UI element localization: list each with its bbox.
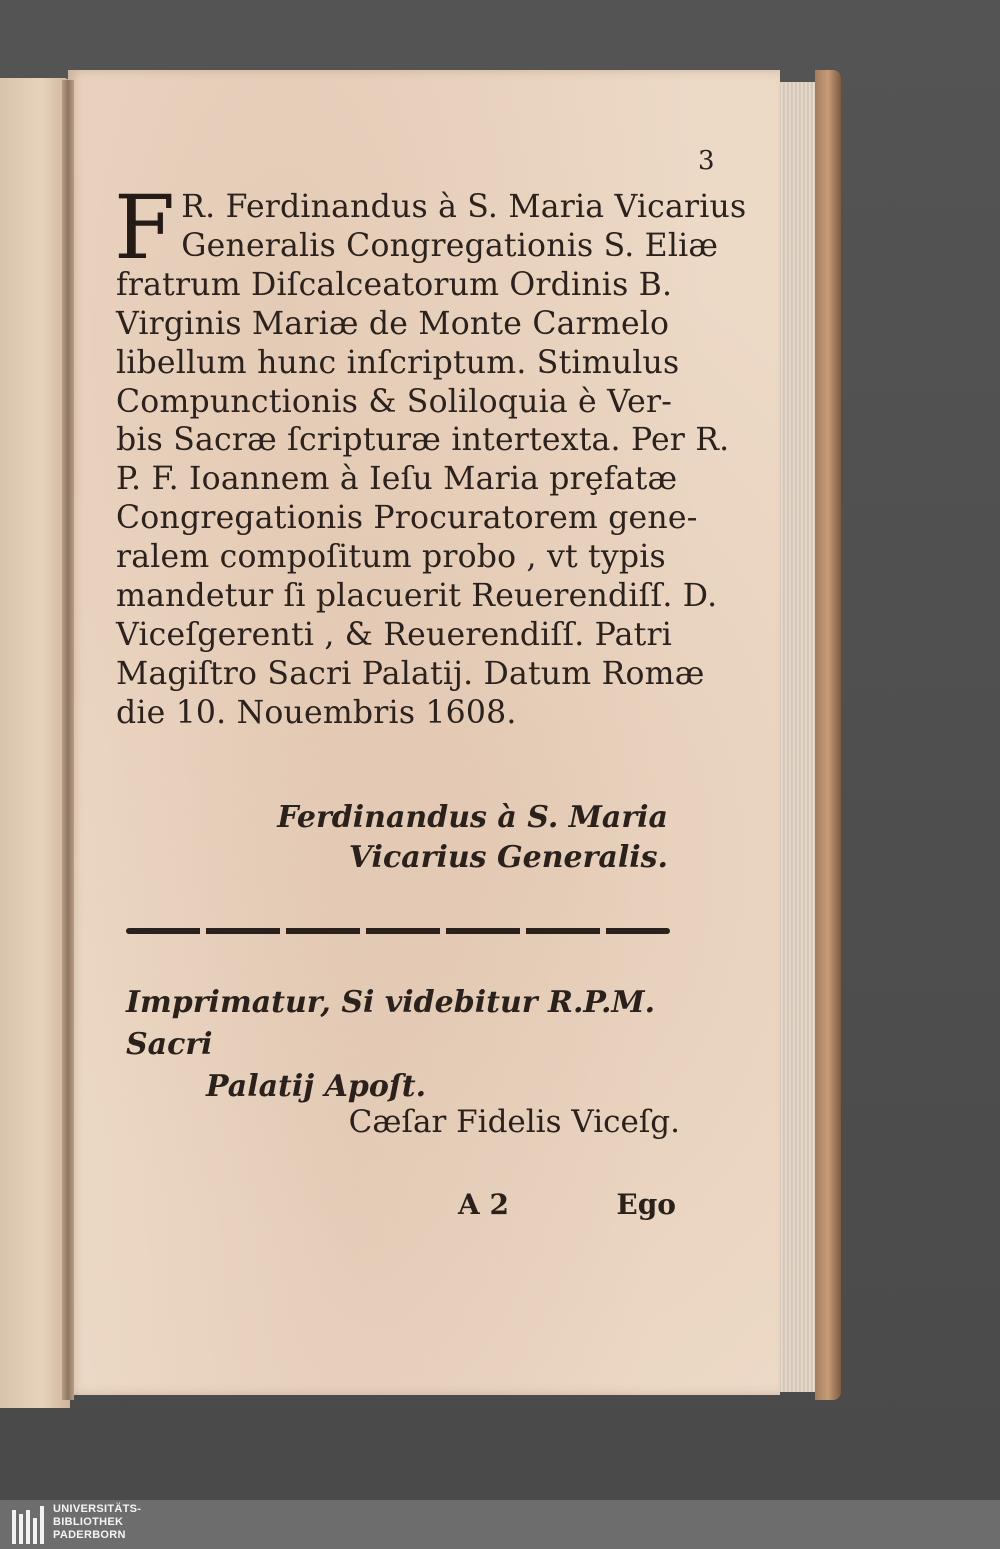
text-line: Congregationis Procuratorem gene- — [116, 500, 698, 537]
text-line: Virginis Mariæ de Monte Carmelo — [116, 305, 670, 342]
library-footer-bar — [0, 1500, 1000, 1549]
text-line: P. F. Ioannem à Ieſu Maria prȩfatæ — [116, 461, 678, 498]
approbation-text — [114, 176, 747, 733]
text-line: ralem compoſitum probo , vt typis — [116, 539, 666, 576]
library-name-line: BIBLIOTHEK — [53, 1516, 124, 1528]
text-line: mandetur ſi placuerit Reuerendiſſ. D. — [116, 578, 718, 615]
catchword: Ego — [616, 1188, 676, 1221]
text-line: bis Sacræ ſcripturæ intertexta. Per R. — [116, 422, 730, 459]
text-line: Compunctionis & Soliloquia è Ver- — [116, 383, 673, 420]
text-line: Magiſtro Sacri Palatij. Datum Romæ — [116, 655, 705, 692]
signature-name: Ferdinandus à S. Maria — [277, 800, 668, 835]
ornamental-rule — [126, 928, 670, 934]
page-number: 3 — [698, 146, 715, 176]
book-page — [68, 70, 780, 1395]
text-line: fratrum Diſcalceatorum Ordinis B. — [116, 266, 673, 303]
text-line: Generalis Congregationis S. Eliæ — [181, 227, 719, 264]
library-name-line: PADERBORN — [53, 1529, 126, 1541]
text-line: R. Ferdinandus à S. Maria Vicarius — [181, 189, 747, 225]
text-line: die 10. Nouembris 1608. — [116, 694, 517, 731]
imprimatur-line: Palatij Apoſt. — [206, 1069, 427, 1104]
library-logo-icon — [12, 1506, 46, 1544]
text-line: Viceſgerenti , & Reuerendiſſ. Patri — [116, 616, 673, 653]
imprimatur-block — [126, 982, 686, 1108]
vicegerent-signature: Cæſar Fidelis Viceſg. — [348, 1104, 680, 1140]
text-line: libellum hunc inſcriptum. Stimulus — [116, 344, 680, 381]
signature-mark: A 2 — [458, 1188, 509, 1221]
signature-block — [277, 798, 668, 878]
imprimatur-line: Imprimatur, Si videbitur R.P.M. Sacri — [126, 985, 656, 1062]
library-name — [53, 1503, 141, 1542]
signature-title: Vicarius Generalis. — [348, 840, 668, 875]
book-gutter — [62, 80, 74, 1400]
drop-cap: F — [114, 176, 176, 279]
previous-page-edge — [0, 78, 70, 1408]
library-name-line: UNIVERSITÄTS- — [53, 1503, 142, 1515]
book-cover-edge — [815, 70, 841, 1400]
